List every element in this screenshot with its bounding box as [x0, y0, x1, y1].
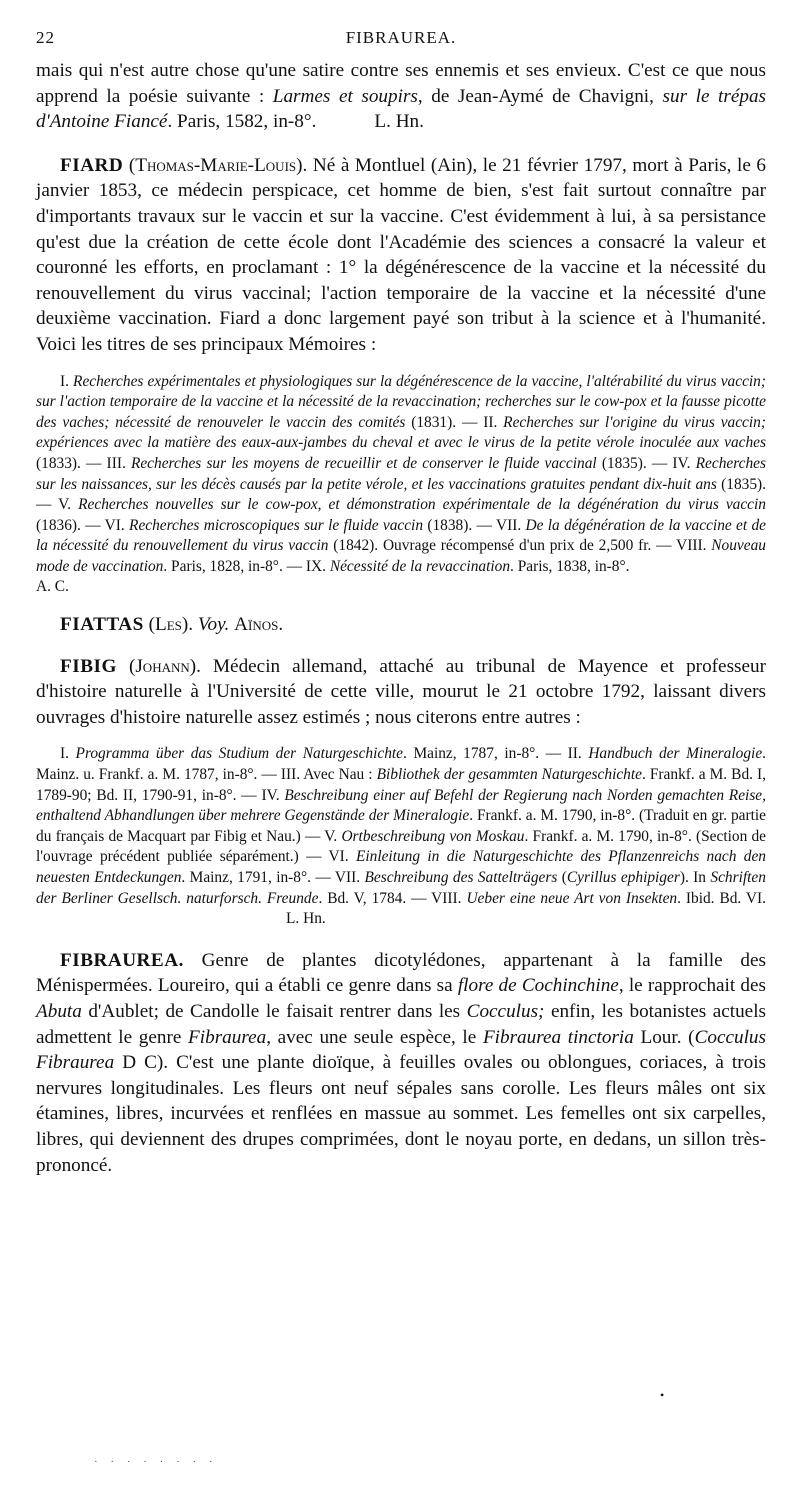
work-text: ). In [679, 869, 711, 886]
work-title: Recherches sur l'origine du virus vaccin; expériences avec la matière des eaux-aux-jambes du cheval et avec le virus de la petite vérole inoculée aux vaches [36, 413, 766, 452]
work-title: Handbuch der Mineralogie [588, 745, 763, 763]
work-text: . Bd. V, 1784. — VIII. [318, 889, 467, 907]
work-text: (1836). — VI. [36, 516, 130, 534]
fibig-names: (Johann). [128, 655, 201, 677]
work-text: . Paris, 1828, in-8°. — IX. [163, 557, 330, 575]
page-header [36, 28, 766, 58]
intro-text: . Paris, 1582, in-8°. [167, 111, 317, 133]
work-title: Recherches expérimentales et physiologiques sur la dégénérescence de la vaccine, l'altérabilité du virus vaccin; sur l'action temporaire de la vaccine et la nécessité de la revaccination; recherches sur le cow-pox et la fausse picotte des vaches; nécessité de renouveler le vaccin des comités [36, 372, 767, 431]
headword-fiard: FIARD [60, 154, 124, 176]
entry-text: Genre de plantes dicotylédones, appartenant à la famille des Ménispermées. Loureiro, qui a établi ce genre dans sa [36, 949, 766, 997]
fibig-signature: L. Hn. [286, 910, 326, 928]
work-title: Recherches microscopiques sur le fluide vaccin [129, 516, 424, 534]
entry-italic: flore de Cochinchine [457, 975, 619, 997]
fiard-signature: A. C. [36, 578, 69, 596]
work-title: Nouveau mode de vaccination [36, 537, 766, 575]
work-title: De la dégénération de la vaccine et de la nécessité du renouvellement du virus vaccin [36, 516, 766, 555]
entry-italic: Fibraurea [188, 1026, 267, 1048]
entry-text: enfin, les botanistes actuels admettent le genre [36, 1000, 766, 1048]
intro-text: mais qui n'est autre chose qu'une satire contre ses ennemis et ses envieux. C'est ce que nous apprend la poésie suivante : [36, 60, 766, 107]
work-text: . Mainz, 1791, in-8°. — VII. [181, 869, 365, 886]
fiard-names: (Thomas-Marie-Louis). [128, 154, 308, 176]
entry-text: D C). C'est une plante dioïque, à feuilles ovales ou oblongues, coriaces, à trois nervures longitudinales. Les fleurs ont neuf sépales sans corolle. Les fleurs mâles ont six étamines, libres, incurvées et renflées en massue au sommet. Les femelles ont six carpelles, libres, qui deviennent des drupes comprimées, dont le noyau porte, en dedans, un sillon très-prononcé. [36, 1052, 766, 1176]
work-title: Beschreibung einer auf Befehl der Regierung nach Norden gemachten Reise, enthaltend Abhandlungen über mehrere Gegenstände der Mineralogie [36, 786, 766, 825]
work-title: Recherches sur les naissances, sur les décès causés par la petite vérole, et les vaccinations gratuites pendant dix-huit ans [36, 454, 766, 493]
work-text: (1835). — V. [36, 475, 767, 514]
headword-fibig: FIBIG [60, 655, 117, 677]
headword-fibraurea: FIBRAUREA. [60, 949, 184, 971]
intro-title-italic: sur le trépas d'Antoine Fiancé [36, 85, 767, 133]
fibig-body: Médecin allemand, attaché au tribunal de Mayence et professeur d'histoire naturelle à l'Université de cette ville, mourut le 21 octobre 1792, laissant divers ouvrages d'histoire naturelle assez estimés ; nous citerons entre autres : [36, 655, 767, 728]
fiard-body: Né à Montluel (Ain), le 21 février 1797, mort à Paris, le 6 janvier 1853, ce médecin perspicace, cet homme de bien, s'est fait surtout connaître par d'importants travaux sur le vaccin et sur la vaccine. C'est évidemment à lui, à sa persistance qu'est due la création de cette école dont l'Académie des sciences a consacré la valeur et couronné les efforts, en proclamant : 1° la dégénérescence de la vaccine et la nécessité du renouvellement du virus vaccinal; l'action temporaire de la vaccine et la nécessité d'une deuxième vaccination. Fiard a donc largement payé son tribut à la science et à l'humanité. Voici les titres de ses principaux Mémoires : [36, 154, 767, 355]
work-text: (1842). Ouvrage récompensé d'un prix de 2,500 fr. — VIII. [328, 537, 712, 555]
running-title: FIBRAUREA. [345, 28, 457, 47]
work-title: Cyrillus ephipiger [566, 869, 680, 886]
entry-text: Lour. ( [633, 1026, 695, 1048]
intro-signature: L. Hn. [374, 111, 424, 133]
work-title: Nécessité de la revaccination [329, 557, 511, 575]
fibig-works [36, 744, 766, 929]
work-text: . Paris, 1838, in-8°. [510, 557, 630, 575]
work-text: (1835). — IV. [596, 454, 696, 472]
work-text: I. [60, 372, 74, 390]
entry-fibraurea [36, 948, 766, 1178]
entry-text: , avec une seule espèce, le [266, 1026, 483, 1048]
work-title: Beschreibung des Sattelträgers [364, 869, 558, 886]
speck-mark: • [660, 1388, 665, 1402]
entry-fibig [36, 654, 766, 731]
work-text: . Frankf. a. M. 1790, in-8°. (Section de l'ouvrage précédent publiée séparément.) — VI. [36, 827, 766, 866]
work-text: . Mainz, 1787, in-8°. — II. [403, 745, 589, 763]
fiattas-ref: Aïnos. [234, 614, 284, 636]
work-title: Ueber eine neue Art von Insekten [466, 889, 678, 907]
entry-italic: Cocculus Fibraurea [36, 1026, 766, 1074]
entry-text: , le rapprochait des [618, 975, 766, 997]
work-text: . Frankf. a. M. 1790, in-8°. (Traduit en gr. partie du français de Macquart par Fibig et Nau.) — V. [36, 807, 766, 845]
entry-fiattas [36, 612, 766, 638]
work-title: Schriften der Berliner Gesellsch. naturforsch. Freunde [36, 869, 766, 907]
entry-fiard [36, 153, 766, 358]
fiard-works [36, 372, 766, 578]
work-title: Ortbeschreibung von Moskau [341, 827, 525, 845]
fiard-signature-line [36, 577, 766, 598]
fiattas-names: (Les). [148, 614, 194, 636]
work-title: Recherches nouvelles sur le cow-pox, et démonstration expérimentale de la dégénération du virus vaccin [78, 496, 766, 514]
bottom-speckle: · · · · · · · · [94, 1456, 218, 1468]
entry-italic: Fibraurea tinctoria [482, 1026, 634, 1048]
work-title: Programma über das Studium der Naturgeschichte [75, 745, 404, 763]
work-title: Recherches sur les moyens de recueillir et de conserver le fluide vaccinal [130, 454, 597, 472]
intro-text: , de Jean-Aymé de Chavigni, [417, 85, 663, 107]
work-text: . Mainz. u. Frankf. a. M. 1787, in-8°. — III. Avec Nau : [36, 745, 767, 784]
page-number: 22 [36, 28, 55, 47]
work-title: Einleitung in die Naturgeschichte des Pflanzenreichs nach den neuesten Entdeckungen [36, 848, 766, 886]
headword-fiattas: FIATTAS [60, 614, 144, 636]
work-text: . Frankf. a M. Bd. I, 1789-90; Bd. II, 1790-91, in-8°. — IV. [36, 766, 766, 804]
page [36, 28, 766, 1178]
work-text: I. [60, 745, 76, 763]
entry-italic: Abuta [36, 1000, 82, 1022]
intro-paragraph [36, 58, 766, 135]
fiattas-voy: Voy. [197, 614, 230, 636]
intro-title-italic: Larmes et soupirs [272, 85, 418, 107]
work-text: . Ibid. Bd. VI. [677, 889, 766, 907]
entry-text: d'Aublet; de Candolle le faisait rentrer dans les [81, 1000, 467, 1022]
work-text: (1838). — VII. [423, 516, 526, 534]
work-text: ( [557, 869, 567, 886]
work-text: (1831). — II. [405, 413, 504, 431]
entry-italic: Cocculus; [466, 1000, 545, 1022]
work-text: (1833). — III. [36, 454, 131, 472]
work-title: Bibliothek der gesammten Naturgeschichte [376, 766, 642, 784]
